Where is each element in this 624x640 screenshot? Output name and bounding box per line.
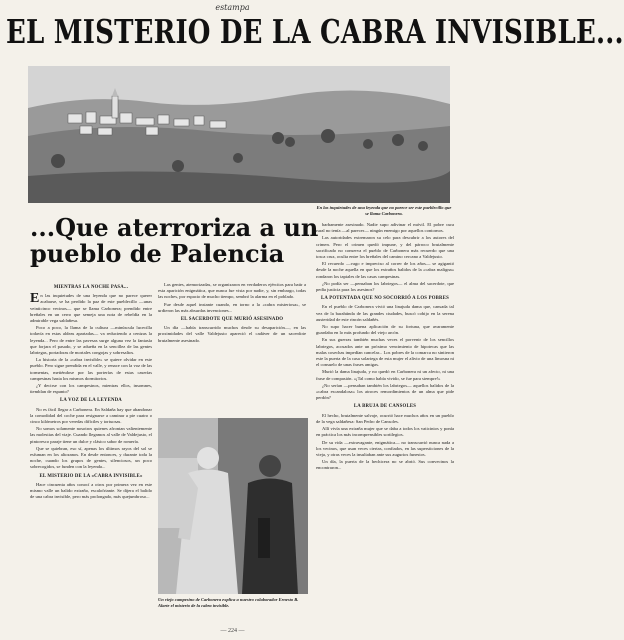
paragraph: barbamente asesinado. Nadie supo adivinar el móvil. El pobre cura rural no tenía —al parecer— ningún enemigo por aquellos contornos.: [316, 222, 454, 234]
page-number: — 224 —: [220, 628, 245, 634]
subhead: MIENTRAS LA NOCHE PASA...: [53, 285, 129, 290]
paragraph: No es fácil llegar a Carbonera. En Saldaña hay que abandonar la comodidad del coche para resignarse a caminar a pie cuatro o cinco kilómetros por veredas difíciles y tortuosas.: [30, 406, 152, 425]
paragraph: En las inquietudes de una leyenda que no parece querer acabarse, se ha perdido la paz de este pueblecillo —unas veinticinco vecinos— que se llama Carbonera; prendido entre breñales en un cerro que semeja una nota de rebeldía en la admirable vega saldañesa.: [30, 291, 152, 324]
subhead: LA POTENTADA QUE NO SOCORRIÓ A LOS POBRES: [321, 296, 449, 302]
paragraph: En el pueblo de Carbonera vivió una linajuda dama que, cansada tal vez de la barahúnda de las grandes ciudades, buscó cobijo en la serena austeridad de este rincón saldañés.: [316, 304, 454, 322]
paragraph: ¿No serían —pensaban también los labriegos— aquellos balidos de la «cabra escandalosa» los atroces remordimientos de un alma que pide perdón?: [316, 382, 454, 401]
paragraph: Poco a poco, la llama de la cultura —minúscula lucecilla todavía en estas aldeas apartadas— va reduciendo a cenizas la leyenda... Pero de entre las pavesas surge alguna vez la fantasía que forjara el pasado, y se adueña en la sencillez de las gentes labriegas, portadoras de mortales congojas y sobresaltos.: [30, 325, 152, 356]
paragraph: ¿Y decirse con los campesinos, mientras ellos, insomnes, tiemblan de espanto?: [30, 383, 152, 395]
paragraph: Hace cincuenta años conocí a otros por primera vez en este mismo valle un balido extraño, escalofriante. Se dijera el balido de una cabra invisible, pero más prolongado, más quejumbroso...: [30, 481, 152, 500]
paragraph: Un día, la puerta de la hechicera no se abrió. Sus convecinos la encontraron...: [316, 459, 454, 471]
paragraph: La historia de la «cabra invisible» se quiere olvidar en este pueblo. Pero sigue prendida en el valle, y renace con la voz de las tormentas, metiéndose por las porterías de estas caserías campesinas hasta los mismos dormitorios.: [30, 357, 152, 381]
paragraph: No supo hacer buena aplicación de su fortuna, que avaramente guardaba en lo más profundo del viejo arcón.: [316, 324, 454, 336]
paragraph: ¿No podía ser —pensaban los labriegos— el alma del sacerdote, que pedía justicia para los asesinos?: [316, 280, 454, 293]
paragraph: De su vida —extravagante, enigmática— no transcurrió nunca nada a los vecinos, que usan veces ciertas, confiados, en las supersticiones de la vieja, y otras veces la insultaban ante sus augurios funestos.: [316, 439, 454, 457]
column-3: [316, 222, 454, 628]
paragraph: Murió la dama linajuda, y no quedó en Carbonera ni un afecto, ni una frase de compasión. «¡Tal como había vivido, se fue para siempre!»: [316, 369, 454, 381]
village-landscape-image: [28, 66, 450, 203]
column-1: [30, 282, 152, 627]
article-title: EL MISTERIO DE LA CABRA INVISIBLE...: [6, 14, 624, 52]
top-photo-caption: En las inquietudes de una leyenda que no parece ser este pueblecillo que se llama Carbonera.: [316, 205, 452, 216]
paragraph: El recuerdo —vago e impreciso al correr de los años— se agigantó desde la noche aquella en que los extraños balidos de la «cabra maligna» rondaron los tapiales de las casas campesinas.: [316, 261, 454, 279]
village-photo: [28, 66, 450, 203]
subhead: LA BRUJA DE CANSOLES: [353, 404, 417, 410]
bottom-photo-caption: Un viejo campesino de Carbonera explica a nuestro colaborador Ernesto B. Alarte el misterio de la cabra invisible.: [158, 597, 299, 608]
peasant-photo: [158, 418, 308, 594]
two-men-image: [158, 418, 308, 594]
subhead: EL SACERDOTE QUE MURIÓ ASESINADO: [180, 317, 284, 323]
subhead: LA VOZ DE LA LEYENDA: [60, 398, 122, 404]
paragraph: En sus guerras también muchas veces el porvenir de los sencillos labriegos, acosados ante un próximo vencimiento de hipotecas que las malas cosechas impedían cancelar... Los pobres de la comarca no sintieron este la puerta de la casa solariega de esta mujer el alivio de una limosna ni el consuelo de unas frases amigas.: [316, 337, 454, 368]
paragraph: Un día —había transcurrido muchos desde su desaparición—, en las proximidades del valle Valdejusto apareció el cadáver de un sacerdote brutalmente asesinado.: [158, 325, 306, 343]
subhead: EL MISTERIO DE LA «CABRA INVISIBLE»: [39, 473, 143, 479]
drop-cap: E: [30, 291, 40, 307]
column-2: [158, 282, 306, 412]
article-headline: ...Que aterroriza a un pueblo de Palencia: [30, 213, 319, 268]
paragraph: Fue desde aquel instante cuando, en torno a la «cabra misteriosa», se urdieron las más absurdas invenciones...: [158, 301, 306, 313]
paragraph: No somos solamente nosotros quienes afrontan valientemente las molestias del viaje. Cuando llegamos al valle de Valdejusto, el pintoresco paraje tiene un dulce y clásico sabor de romería.: [30, 426, 152, 444]
paragraph: Allí vivía una extraña mujer que se daba a todos los vaticinios y ponía en práctica los más incomprensibles sortilegios.: [316, 426, 454, 438]
section-kicker: estampa: [215, 3, 250, 12]
paragraph: Las autoridades extremaron su celo para descubrir a los autores del crimen. Pero el crimen quedó impune, y del párroco brutalmente sacrificado no conserva el pueblo de Carbonera más recuerdo que una tosca cruz, oculta entre los breñales del camino cercano a Valdejusto.: [316, 235, 454, 260]
paragraph: Las gentes, atemorizadas, se organizaron en verdaderos ejércitos para batir a esta aparición enigmática, que nunca fue vista por nadie, y, sin embargo, todas las noches, por espacio de mucho tiempo, sembró la alarma en el poblado.: [158, 282, 306, 300]
paragraph: Que se quiebran, eso sí, apenas los últimos rayos del sol se esfuman en los altozanos. En desde entonces, y durante toda la noche, cuando los grupos de gentes, silenciosos, un poco sobrecogidos, se funden con la leyenda...: [30, 445, 152, 470]
paragraph: El hecho, brutalmente salvaje, ocurrió hace muchos años en un pueblo de la vega saldañesa: San Pedro de Cansoles.: [316, 412, 454, 424]
